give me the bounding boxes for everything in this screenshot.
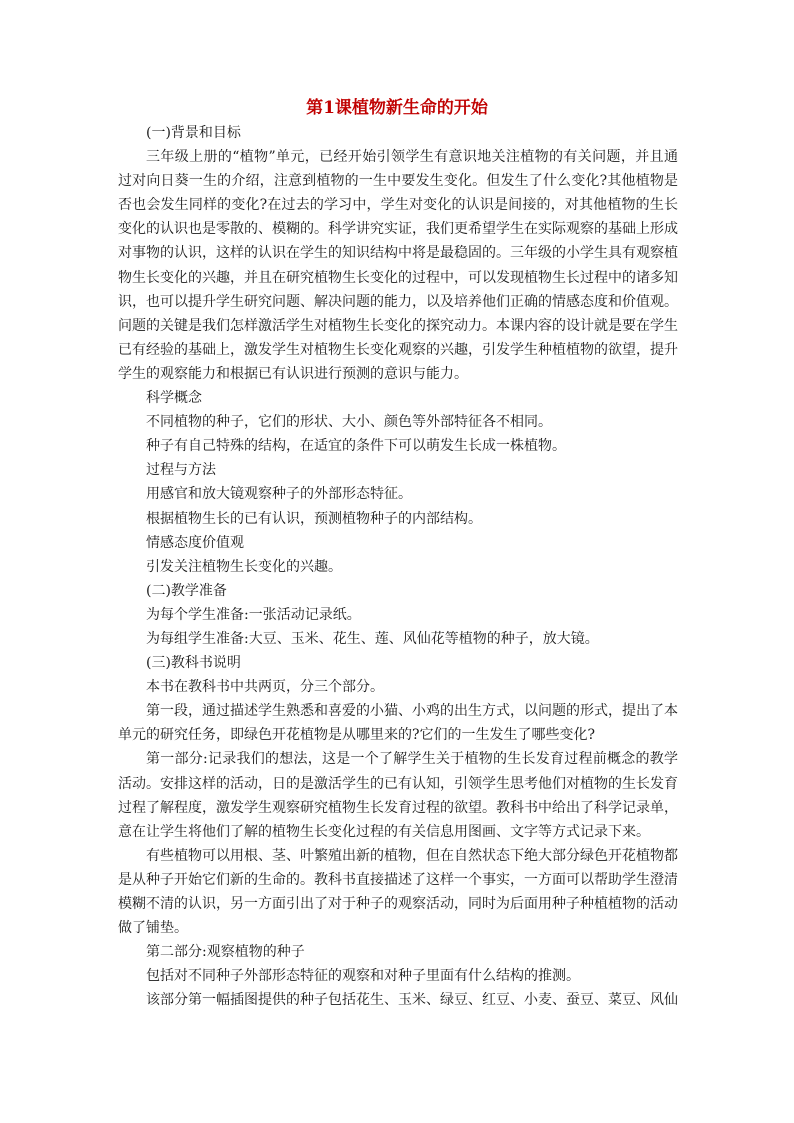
document-title: 第1课植物新生命的开始 (306, 98, 488, 118)
document-body (118, 121, 678, 1012)
paragraph-method-2: 根据植物生长的已有认识，预测植物种子的内部结构。 (146, 510, 482, 527)
paragraph-first-section: 第一段，通过描述学生熟悉和喜爱的小猫、小鸡的出生方式，以问题的形式，提出了本单元的研究任务，即绿色开花植物是从哪里来的?它们的一生发生了哪些变化? (118, 703, 678, 744)
paragraph-prep-student: 为每个学生准备:一张活动记录纸。 (146, 606, 361, 623)
paragraph-textbook-intro: 本书在教科书中共两页，分三个部分。 (146, 679, 384, 696)
section-heading-textbook: (三)教科书说明 (146, 655, 241, 672)
section-heading-background: (一)背景和目标 (146, 125, 241, 141)
paragraph-part-two-figure: 该部分第一幅插图提供的种子包括花生、玉米、绿豆、红豆、小麦、蚕豆、菜豆、风仙 (146, 992, 678, 1009)
paragraph-concept-2: 种子有自己特殊的结构，在适宜的条件下可以萌发生长成一株植物。 (146, 438, 566, 455)
paragraph-method-1: 用感官和放大镜观察种子的外部形态特征。 (146, 486, 412, 503)
subheading-science-concept: 科学概念 (146, 390, 202, 407)
subheading-process-method: 过程与方法 (146, 462, 216, 479)
section-heading-preparation: (二)教学准备 (146, 582, 227, 599)
paragraph-attitude: 引发关注植物生长变化的兴趣。 (146, 558, 342, 575)
subheading-part-two: 第二部分:观察植物的种子 (146, 944, 305, 961)
subheading-attitude-values: 情感态度价值观 (146, 534, 244, 551)
paragraph-prep-group: 为每组学生准备:大豆、玉米、花生、莲、风仙花等植物的种子，放大镜。 (146, 630, 599, 647)
paragraph-concept-1: 不同植物的种子，它们的形状、大小、颜色等外部特征各不相同。 (146, 414, 552, 431)
paragraph-part-two-desc: 包括对不同种子外部形态特征的观察和对种子里面有什么结构的推测。 (146, 968, 580, 985)
paragraph-seeds-fact: 有些植物可以用根、茎、叶繁殖出新的植物，但在自然状态下绝大部分绿色开花植物都是从种子开始它们新的生命的。教科书直接描述了这样一个事实，一方面可以帮助学生澄清模糊不清的认识，另一方面引出了对于种子的观察活动，同时为后面用种子种植植物的活动做了铺垫。 (118, 847, 678, 937)
paragraph-part-one: 第一部分:记录我们的想法，这是一个了解学生关于植物的生长发育过程前概念的教学活动。安排这样的活动，日的是激活学生的已有认知，引领学生思考他们对植物的生长发育过程了解程度，激发学生观察研究植物生长发育过程的欲望。教科书中给出了科学记录单，意在让学生将他们了解的植物生长变化过程的有关信息用图画、文字等方式记录下来。 (118, 751, 678, 840)
paragraph-background: 三年级上册的“植物”单元，已经开始引领学生有意识地关注植物的有关问题，并且通过对向日葵一生的介绍，注意到植物的一生中要发生变化。但发生了什么变化?其他植物是否也会发生同样的变化?在过去的学习中，学生对变化的认识是间接的，对其他植物的生长变化的认识也是零散的、模糊的。科学讲究实证，我们更希望学生在实际观察的基础上形成对事物的认识，这样的认识在学生的知识结构中将是最稳固的。三年级的小学生具有观察植物生长变化的兴趣，并且在研究植物生长变化的过程中，可以发现植物生长过程中的诸多知识，也可以提升学生研究问题、解决问题的能力，以及培养他们正确的情感态度和价值观。问题的关键是我们怎样激活学生对植物生长变化的探究动力。本课内容的设计就是要在学生已有经验的基础上，激发学生对植物生长变化观察的兴趣，引发学生种植植物的欲望，提升学生的观察能力和根据已有认识进行预测的意识与能力。 (118, 149, 678, 382)
